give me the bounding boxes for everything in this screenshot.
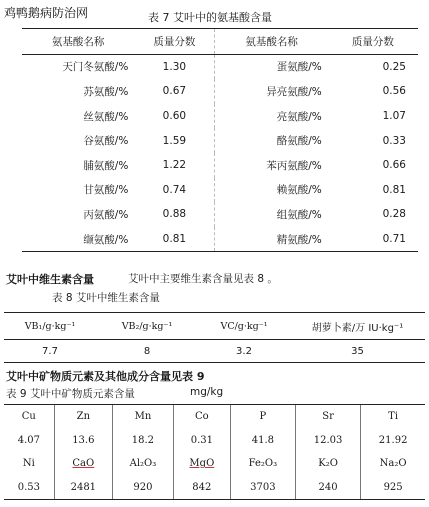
table-row [22,128,418,153]
mineral-header: Mn [112,405,173,429]
amino-name: 甘氨酸/% [83,184,129,197]
mineral-value: 12.03 [295,429,360,453]
table-row [4,476,425,500]
amino-acid-table [22,28,418,252]
amino-value: 0.71 [328,227,418,252]
table-row [4,340,425,363]
amino-value: 0.74 [134,178,215,203]
amino-value: 1.59 [134,128,215,153]
vitamin-value: 3.2 [198,340,290,363]
table-header-row [22,29,418,55]
amino-value: 1.22 [134,153,215,178]
table-row [4,452,425,476]
amino-name: 组氨酸/% [276,208,322,221]
vitamin-header: 胡萝卜素/万 IU·kg⁻¹ [290,313,425,340]
amino-name: 天门冬氨酸/% [62,61,129,74]
mineral-header: Ti [361,405,425,429]
table-row [4,429,425,453]
mineral-value: 920 [112,476,173,500]
mineral-header: K₂O [295,452,360,476]
mineral-value: 842 [173,476,230,500]
site-title: 鸡鸭鹅病防治网 [4,6,89,20]
amino-value: 1.30 [134,54,215,79]
amino-name: 精氨酸/% [215,227,328,252]
amino-value: 0.66 [382,159,406,172]
amino-value: 0.25 [382,60,406,73]
mineral-header [54,452,112,476]
mineral-header: Sr [295,405,360,429]
vitamin-value: 35 [290,340,425,363]
amino-value: 0.81 [134,227,215,252]
mineral-value: 4.07 [17,434,40,446]
mineral-value: 41.8 [230,429,295,453]
vitamin-table [4,312,425,363]
vitamin-section-subtitle: 艾叶中主要维生素含量见表 8 。 [128,273,278,285]
amino-name: 缬氨酸/% [22,227,134,252]
mineral-value: 0.31 [173,429,230,453]
vitamin-header: VB₂/g·kg⁻¹ [96,313,198,340]
amino-name: 苏氨酸/% [83,85,129,98]
header-name-1: 氨基酸名称 [22,29,134,55]
mineral-section-title: 艾叶中矿物质元素及其他成分含量见表 9 [6,370,205,383]
amino-value: 0.88 [134,202,215,227]
amino-value: 1.07 [382,110,406,123]
mineral-header: Na₂O [361,452,425,476]
mineral-header-text: MgO [189,458,215,470]
mineral-value: 21.92 [361,429,425,453]
vitamin-header: VC/g·kg⁻¹ [198,313,290,340]
table9-unit: mg/kg [190,386,224,398]
mineral-header: Fe₂O₃ [230,452,295,476]
mineral-header: Al₂O₃ [112,452,173,476]
amino-name: 脯氨酸/% [83,159,129,172]
amino-name: 酪氨酸/% [276,135,322,148]
vitamin-value: 8 [96,340,198,363]
vitamin-value: 7.7 [4,340,96,363]
mineral-value: 925 [361,476,425,500]
amino-name: 亮氨酸/% [276,110,322,123]
amino-name: 丙氨酸/% [83,208,129,221]
mineral-value: 0.53 [4,476,54,500]
amino-name: 赖氨酸/% [276,184,322,197]
mineral-header: P [230,405,295,429]
table7-caption: 表 7 艾叶中的氨基酸含量 [148,11,272,24]
amino-value: 0.33 [382,134,406,147]
amino-name: 谷氨酸/% [83,135,129,148]
amino-value: 0.60 [134,104,215,129]
mineral-value: 18.2 [112,429,173,453]
mineral-header: Co [173,405,230,429]
mineral-value: 3703 [230,476,295,500]
amino-name: 丝氨酸/% [83,110,129,123]
table-row [22,153,418,178]
table-row [4,405,425,429]
mineral-header: Cu [4,405,54,429]
mineral-header: Zn [54,405,112,429]
amino-value: 0.28 [382,208,406,221]
mineral-value: 13.6 [54,429,112,453]
table-row [22,54,418,79]
amino-name: 异亮氨酸/% [266,85,322,98]
header-name-2: 氨基酸名称 [215,29,328,55]
vitamin-section-title: 艾叶中维生素含量 [6,273,94,286]
amino-value: 0.67 [134,79,215,104]
amino-value: 0.81 [382,183,406,196]
table9-caption: 表 9 艾叶中矿物质元素含量 [6,388,135,400]
header-value-2: 质量分数 [328,29,418,55]
mineral-header: Ni [22,458,35,470]
table-row [22,104,418,129]
amino-name: 蛋氨酸/% [276,61,322,74]
header-value-1: 质量分数 [134,29,215,55]
mineral-value: 2481 [54,476,112,500]
mineral-table [4,404,425,500]
table-row [22,202,418,227]
amino-value: 0.56 [382,85,406,98]
table-row [22,79,418,104]
mineral-value: 240 [295,476,360,500]
mineral-header-text: CaO [72,458,95,470]
amino-name: 苯丙氨酸/% [266,159,322,172]
vitamin-header: VB₁/g·kg⁻¹ [4,313,96,340]
table-header-row [4,313,425,340]
mineral-header [173,452,230,476]
table-row [22,178,418,203]
table-row [22,227,418,252]
table8-caption: 表 8 艾叶中维生素含量 [52,292,160,304]
